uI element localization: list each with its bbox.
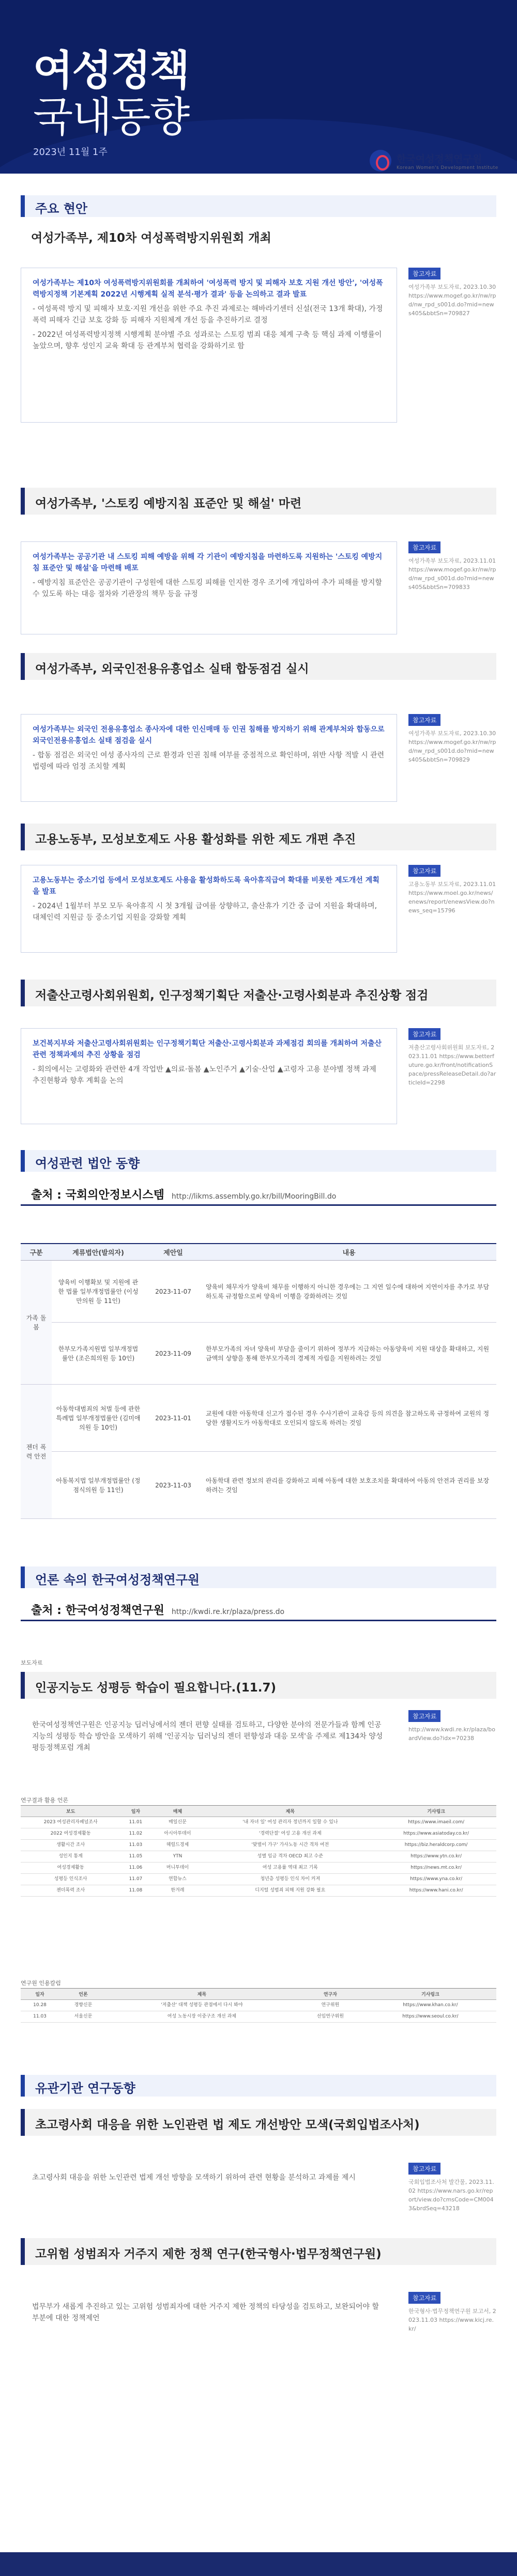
media-cell: '경력단절' 여성 고용 개선 과제 [204, 1828, 376, 1840]
ref-link[interactable]: 저출산고령사회위원회 보도자료, 2023.11.01 https://www.betterfuture.go.kr/front/notificationSpace/pressReleaseDetail.do?articleId=2298 [408, 1044, 496, 1086]
ref-link[interactable]: 여성가족부 보도자료, 2023.11.01 https://www.mogef.go.kr/nw/rpd/nw_rpd_s001d.do?mid=news405&bbtSn=709833 [408, 557, 496, 591]
press-ref [408, 1710, 496, 1743]
issue-2-box [21, 541, 397, 634]
media-cell: 2023 여성관리자패널조사 [21, 1817, 120, 1828]
issue-5-lead: 보건복지부와 저출산고령사회위원회는 인구정책기획단 저출산·고령사회분과 과제점검 회의를 개최하여 저출산 관련 정책과제의 추진 상황을 점검 [33, 1039, 382, 1059]
bills-source [21, 1181, 496, 1206]
bills-name: 아동복지법 일부개정법률안 (정점식의원 등 11인) [52, 1452, 145, 1519]
issue-1-body-1: - 여성폭력 방지 및 피해자 보호·지원 개선을 위한 주요 추진 과제로는 해바라기센터 신설(전국 13개 확대), 가정폭력 피해자 긴급 보호 강화 등 피해자 지원체계 개선 등을 추진하기로 결정 [33, 305, 383, 324]
bills-source-label: 출처 : 국회의안정보시스템 [31, 1189, 164, 1202]
ref-tag: 참고자료 [408, 714, 440, 726]
ref-tag: 참고자료 [408, 1028, 440, 1040]
issue-4-ref [408, 865, 496, 915]
bills-name: 양육비 이행확보 및 지원에 관한 법률 일부개정법률안 (이성만의원 등 11인) [52, 1261, 145, 1323]
media-cell: 한겨레 [151, 1885, 205, 1897]
media-cell: '내 자녀 일' 여성 관리자 정년까지 일할 수 있나 [204, 1817, 376, 1828]
press-source-label: 출처 : 한국여성정책연구원 [31, 1604, 164, 1617]
bills-date: 2023-11-09 [145, 1323, 202, 1385]
ref-tag: 참고자료 [408, 865, 440, 877]
media-cell: 머니투데이 [151, 1863, 205, 1874]
footer-bar [0, 2552, 517, 2576]
hero-title-1: 여성정책 [33, 46, 189, 95]
org-name-ko: 한국여성정책연구원 [397, 153, 482, 165]
media-cell: 성인지 통계 [21, 1851, 120, 1863]
media-cell[interactable]: https://biz.heraldcorp.com/ [376, 1840, 496, 1851]
media-table [21, 1805, 496, 1897]
bills-name: 아동학대범죄의 처벌 등에 관한 특례법 일부개정법률안 (김미애의원 등 10인) [52, 1385, 145, 1452]
org-name-en: Korean Women's Development Institute [397, 165, 498, 170]
media-cell[interactable]: https://news.mt.co.kr/ [376, 1863, 496, 1874]
media-label: 연구결과 활용 언론 [21, 1797, 69, 1804]
issue-2-title: 여성가족부, '스토킹 예방지침 표준안 및 해설' 마련 [21, 488, 496, 515]
media-cell: 11.07 [120, 1874, 150, 1885]
issue-5-body-1: - 회의에서는 고령화와 관련한 4개 작업반 ▲의료·돌봄 ▲노인주거 ▲기술·산업 ▲고령자 고용 분야별 정책 과제 추진현황과 향후 계획을 논의 [33, 1065, 376, 1085]
media-cell: 아시아투데이 [151, 1828, 205, 1840]
table-row [21, 1323, 496, 1385]
bills-date: 2023-11-07 [145, 1261, 202, 1323]
media-col: 기사링크 [376, 1806, 496, 1817]
hero-banner [0, 0, 517, 174]
issue-1-lead: 여성가족부는 제10차 여성폭력방지위원회를 개최하여 '여성폭력 방지 및 피해자 보호 지원 개선 방안', '여성폭력방지정책 기본계획 2022년 시행계획 실적 분석·평가 결과' 등을 논의하고 결과 발표 [33, 279, 383, 299]
ref-link[interactable]: 여성가족부 보도자료, 2023.10.30 https://www.mogef.go.kr/nw/rpd/nw_rpd_s001d.do?mid=news405&bbtSn=709829 [408, 730, 496, 763]
bills-content: 교원에 대한 아동학대 신고가 접수된 경우 수사기관이 교육감 등의 의견을 참고하도록 규정하여 교원의 정당한 생활지도가 아동학대로 오인되지 않도록 하려는 것임 [202, 1385, 496, 1452]
media-cell: 성평등 인식조사 [21, 1874, 120, 1885]
media2-cell: 선임연구위원 [296, 2011, 364, 2023]
issue-2-lead: 여성가족부는 공공기관 내 스토킹 피해 예방을 위해 각 기관이 예방지침을 마련하도록 지원하는 '스토킹 예방지침 표준안 및 해설'을 마련해 배포 [33, 553, 383, 572]
issue-1-box [21, 268, 397, 423]
media2-label: 연구원 인용칼럼 [21, 1980, 61, 1987]
media-cell: 성별 임금 격차 OECD 최고 수준 [204, 1851, 376, 1863]
bills-name: 한부모가족지원법 일부개정법률안 (조은희의원 등 10인) [52, 1323, 145, 1385]
media-cell: 11.06 [120, 1863, 150, 1874]
media-cell: 헤럴드경제 [151, 1840, 205, 1851]
issue-3-ref [408, 714, 496, 764]
issue-1-body-2: - 2022년 여성폭력방지정책 시행계획 분야별 주요 성과로는 스토킹 범죄 대응 체계 구축 등 핵심 과제 이행률이 높았으며, 향후 성인지 교육 확대 등 관계부처 협력을 강화하기로 함 [33, 331, 382, 350]
media-col: 보도 [21, 1806, 120, 1817]
bills-group: 젠더 폭력 안전 [21, 1385, 52, 1519]
bills-date: 2023-11-01 [145, 1385, 202, 1452]
table-row [21, 1828, 496, 1840]
research-2-box [21, 2292, 397, 2344]
research-1-lead: 초고령사회 대응을 위한 노인관련 법제 개선 방향을 모색하기 위하여 관련 현황을 분석하고 과제를 제시 [32, 2174, 356, 2182]
bills-date: 2023-11-03 [145, 1452, 202, 1519]
media-cell[interactable]: https://www.ytn.co.kr/ [376, 1851, 496, 1863]
bills-content: 아동학대 관련 정보의 관리를 강화하고 피해 아동에 대한 보호조치를 확대하여 아동의 안전과 권리를 보장하려는 것임 [202, 1452, 496, 1519]
ref-link[interactable]: 고용노동부 보도자료, 2023.11.01 https://www.moel.go.kr/news/enews/report/enewsView.do?news_seq=15796 [408, 881, 496, 914]
research-1-box [21, 2163, 397, 2214]
ref-tag: 참고자료 [408, 541, 440, 553]
media-col: 일자 [120, 1806, 150, 1817]
media2-table [21, 1988, 496, 2023]
media2-cell: '저출산' 대책 성평등 관점에서 다시 봐야 [108, 2000, 296, 2011]
table-row [21, 1261, 496, 1323]
ref-link[interactable]: 국회입법조사처 발간물, 2023.11.02 https://www.nars.go.kr/report/view.do?cmsCode=CM0043&brdSeq=43218 [408, 2179, 494, 2212]
media-cell: 청년층 성평등 인식 차이 커져 [204, 1874, 376, 1885]
issue-3-box [21, 714, 397, 802]
ref-link[interactable]: http://www.kwdi.re.kr/plaza/boardView.do?idx=70238 [408, 1726, 495, 1742]
section-header-bills: 여성관련 법안 동향 [21, 1150, 496, 1172]
issue-3-body-1: - 합동 점검은 외국인 여성 종사자의 근로 환경과 인권 침해 여부를 중점적으로 확인하며, 위반 사항 적발 시 관련 법령에 따라 엄정 조치할 계획 [33, 751, 385, 771]
media-cell: 2022 여성경제활동 [21, 1828, 120, 1840]
press-title: 인공지능도 성평등 학습이 필요합니다.(11.7) [21, 1672, 496, 1699]
media-cell: 매일신문 [151, 1817, 205, 1828]
media-cell[interactable]: https://www.yna.co.kr/ [376, 1874, 496, 1885]
issue-3-title: 여성가족부, 외국인전용유흥업소 실태 합동점검 실시 [21, 653, 496, 680]
issue-1-title: 여성가족부, 제10차 여성폭력방지위원회 개최 [21, 223, 496, 247]
media-cell: 11.05 [120, 1851, 150, 1863]
section-header-research: 유관기관 연구동향 [21, 2075, 496, 2097]
ref-tag: 참고자료 [408, 2163, 440, 2175]
bills-col-name: 계류법안(발의자) [52, 1244, 145, 1261]
media-col: 제목 [204, 1806, 376, 1817]
ref-link[interactable]: 여성가족부 보도자료, 2023.10.30 https://www.mogef.go.kr/nw/rpd/nw_rpd_s001d.do?mid=news405&bbtSn=709827 [408, 284, 496, 317]
ref-tag: 참고자료 [408, 1710, 440, 1722]
table-row [21, 1817, 496, 1828]
issue-5-ref [408, 1028, 496, 1087]
media2-col: 연구자 [296, 1989, 364, 2000]
issue-4-lead: 고용노동부는 중소기업 등에서 모성보호제도 사용을 활성화하도록 육아휴직급여 확대를 비롯한 제도개선 계획을 발표 [33, 876, 379, 896]
media2-cell: 경향신문 [59, 2000, 108, 2011]
media2-cell: 서울신문 [59, 2011, 108, 2023]
media2-col: 제목 [108, 1989, 296, 2000]
media-cell: 디지털 성범죄 피해 지원 강화 필요 [204, 1885, 376, 1897]
section-header-press: 언론 속의 한국여성정책연구원 [21, 1566, 496, 1588]
hero-date: 2023년 11월 1주 [33, 147, 108, 158]
press-release-label: 보도자료 [21, 1659, 43, 1666]
media-cell[interactable]: https://www.asiatoday.co.kr/ [376, 1828, 496, 1840]
media2-cell: 10.28 [21, 2000, 59, 2011]
issue-4-body-1: - 2024년 1월부터 부모 모두 육아휴직 시 첫 3개월 급여를 상향하고, 출산휴가 기간 중 급여 지원을 확대하며, 대체인력 지원금 등 중소기업 지원을 강화할 계획 [33, 902, 377, 922]
media2-cell: 여성 노동시장 이중구조 개선 과제 [108, 2011, 296, 2023]
section-header-issues: 주요 현안 [21, 195, 496, 217]
media-col: 매체 [151, 1806, 205, 1817]
research-2-ref [408, 2292, 496, 2333]
hero-title-2: 국내동향 [33, 93, 189, 141]
table-row [21, 1851, 496, 1863]
bills-table [21, 1243, 496, 1519]
media-cell: 11.01 [120, 1817, 150, 1828]
media-cell: 젠더폭력 조사 [21, 1885, 120, 1897]
press-source [21, 1596, 496, 1621]
press-lead: 한국여성정책연구원은 인공지능 딥러닝에서의 젠더 편향 실태를 검토하고, 다양한 분야의 전문가들과 함께 인공지능의 성평등 학습 방안을 모색하기 위해 '인공지능 딥러닝의 젠더 편향성과 대응 모색'을 주제로 제134차 양성평등정책포럼 개최 [32, 1721, 383, 1752]
media-cell: 여성 고용률 역대 최고 기록 [204, 1863, 376, 1874]
media2-col: 기사링크 [364, 1989, 496, 2000]
issue-1-ref [408, 268, 496, 318]
ref-tag: 참고자료 [408, 268, 440, 280]
table-row [21, 1863, 496, 1874]
issue-2-ref [408, 541, 496, 592]
research-1-title: 초고령사회 대응을 위한 노인관련 법 제도 개선방안 모색(국회입법조사처) [21, 2109, 496, 2136]
bills-content: 한부모가족의 자녀 양육비 부담을 줄이기 위하여 정부가 지급하는 아동양육비 지원 대상을 확대하고, 지원 금액의 상향을 통해 한부모가족의 경제적 자립을 지원하려는 것임 [202, 1323, 496, 1385]
media-cell: '맞벌이 가구' 가사노동 시간 격차 여전 [204, 1840, 376, 1851]
media-cell: 연합뉴스 [151, 1874, 205, 1885]
issue-4-title: 고용노동부, 모성보호제도 사용 활성화를 위한 제도 개편 추진 [21, 824, 496, 850]
table-row [21, 1452, 496, 1519]
research-2-title: 고위험 성범죄자 거주지 제한 정책 연구(한국형사·법무정책연구원) [21, 2238, 496, 2265]
issue-2-body-1: - 예방지침 표준안은 공공기관이 구성원에 대한 스토킹 피해를 인지한 경우 조기에 개입하여 추가 피해를 방지할 수 있도록 하는 대응 절차와 기관장의 책무 등을 규정 [33, 579, 382, 598]
media-cell: 생활시간 조사 [21, 1840, 120, 1851]
table-row [21, 1874, 496, 1885]
issue-5-box [21, 1028, 397, 1124]
kwdi-logo-icon [370, 150, 391, 172]
bills-col-content: 내용 [202, 1244, 496, 1261]
media2-cell: 11.03 [21, 2011, 59, 2023]
media2-col: 일자 [21, 1989, 59, 2000]
media-cell[interactable]: https://www.hani.co.kr/ [376, 1885, 496, 1897]
table-row [21, 1840, 496, 1851]
media-cell: 11.02 [120, 1828, 150, 1840]
media-cell[interactable]: https://www.imaeil.com/ [376, 1817, 496, 1828]
issue-3-lead: 여성가족부는 외국인 전용유흥업소 종사자에 대한 인신매매 등 인권 침해를 방지하기 위해 관계부처와 합동으로 외국인전용유흥업소 실태 점검을 실시 [33, 725, 385, 745]
media-cell: 여성경제활동 [21, 1863, 120, 1874]
media2-col: 언론 [59, 1989, 108, 2000]
media2-cell: 연구위원 [296, 2000, 364, 2011]
media-cell: 11.03 [120, 1840, 150, 1851]
bills-col-group: 구분 [21, 1244, 52, 1261]
org-logo [370, 150, 498, 172]
table-row [21, 1885, 496, 1897]
table-row [21, 2000, 496, 2011]
press-box [21, 1710, 397, 1782]
research-2-lead: 법무부가 새롭게 추진하고 있는 고위험 성범죄자에 대한 거주지 제한 정책의 타당성을 검토하고, 보완되어야 할 부분에 대한 정책제언 [32, 2303, 379, 2322]
ref-tag: 참고자료 [408, 2292, 440, 2304]
media-cell: YTN [151, 1851, 205, 1863]
research-1-ref [408, 2163, 496, 2213]
bills-content: 양육비 채무자가 양육비 채무를 이행하지 아니한 경우에는 그 지연 일수에 대하여 지연이자를 추가로 부담하도록 규정함으로써 양육비 이행을 강화하려는 것임 [202, 1261, 496, 1323]
table-row [21, 2011, 496, 2023]
media2-cell[interactable]: https://www.seoul.co.kr/ [364, 2011, 496, 2023]
bills-source-url[interactable]: http://likms.assembly.go.kr/bill/MooringBill.do [171, 1192, 337, 1201]
bills-group: 가족 돌봄 [21, 1261, 52, 1385]
media-cell: 11.08 [120, 1885, 150, 1897]
table-row [21, 1385, 496, 1452]
media2-cell[interactable]: https://www.khan.co.kr/ [364, 2000, 496, 2011]
press-source-url[interactable]: http://kwdi.re.kr/plaza/press.do [171, 1608, 285, 1616]
bills-col-date: 제안일 [145, 1244, 202, 1261]
issue-4-box [21, 865, 397, 953]
ref-link[interactable]: 한국형사·법무정책연구원 보고서, 2023.11.03 https://www.kicj.re.kr/ [408, 2308, 496, 2332]
issue-5-title: 저출산고령사회위원회, 인구정책기획단 저출산·고령사회분과 추진상황 점검 [21, 980, 496, 1006]
